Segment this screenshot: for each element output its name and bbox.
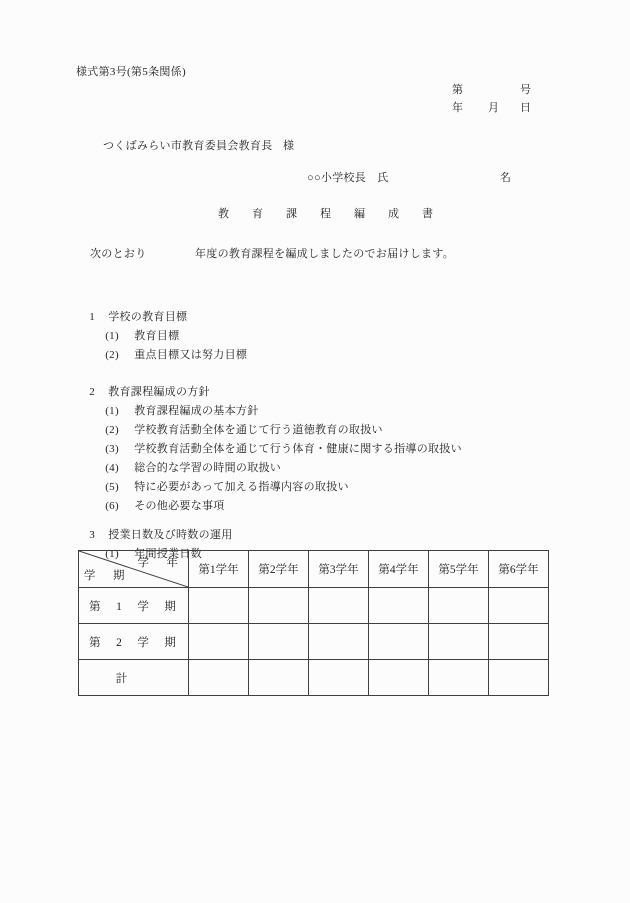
section-heading-text: 授業日数及び時数の運用 <box>108 529 233 541</box>
item-text: 教育目標 <box>134 330 180 342</box>
item-text: 学校教育活動全体を通じて行う道徳教育の取扱い <box>134 424 383 436</box>
document-title: 教 育 課 程 編 成 書 <box>218 208 439 220</box>
doc-number-suffix: 号 <box>520 84 532 96</box>
table-cell <box>429 660 489 696</box>
column-header-grade5: 第5学年 <box>429 551 489 588</box>
section-1-item-2 <box>93 336 247 375</box>
doc-number-prefix: 第 <box>452 84 464 96</box>
column-header-grade3: 第3学年 <box>309 551 369 588</box>
table-cell <box>309 624 369 660</box>
table-cell <box>189 624 249 660</box>
column-header-grade6: 第6学年 <box>489 551 549 588</box>
item-text: 学校教育活動全体を通じて行う体育・健康に関する指導の取扱い <box>134 443 462 455</box>
column-header-grade2: 第2学年 <box>249 551 309 588</box>
annual-school-days-table <box>78 550 549 696</box>
table-cell <box>429 624 489 660</box>
item-label: (5) <box>105 481 119 493</box>
table-cell <box>369 660 429 696</box>
date-month-label: 月 <box>488 102 500 114</box>
row-label-total: 計 <box>79 660 189 696</box>
section-number: 3 <box>89 529 96 541</box>
column-header-grade1: 第1学年 <box>189 551 249 588</box>
item-label: (1) <box>105 330 119 342</box>
table-row <box>79 588 549 624</box>
corner-label-term: 学 期 <box>84 570 128 582</box>
table-cell <box>369 588 429 624</box>
item-label: (3) <box>105 443 119 455</box>
item-label: (4) <box>105 462 119 474</box>
section-number: 1 <box>89 311 96 323</box>
table-cell <box>189 588 249 624</box>
intro-body: 年度の教育課程を編成しましたのでお届けします。 <box>195 248 455 260</box>
item-label: (1) <box>105 405 119 417</box>
form-number-label: 様式第3号(第5条関係) <box>76 66 186 78</box>
item-text: 年間授業日数 <box>134 548 203 560</box>
sender-name-suffix: 名 <box>500 172 512 184</box>
addressee-honorific: 様 <box>283 140 295 152</box>
table-cell <box>369 624 429 660</box>
table-cell <box>249 660 309 696</box>
table-cell <box>429 588 489 624</box>
sender-signature: ○○小学校長 氏 <box>307 172 389 184</box>
date-year-label: 年 <box>452 102 464 114</box>
date-day-label: 日 <box>520 102 532 114</box>
table-cell <box>249 588 309 624</box>
item-text: 教育課程編成の基本方針 <box>134 405 259 417</box>
item-label: (2) <box>105 349 119 361</box>
corner-label-grade: 学 年 <box>137 557 181 569</box>
table-cell <box>189 660 249 696</box>
table-cell <box>249 624 309 660</box>
item-text: 特に必要があって加える指導内容の取扱い <box>134 481 349 493</box>
item-label: (6) <box>105 500 119 512</box>
item-text: 重点目標又は努力目標 <box>134 349 248 361</box>
item-text: 総合的な学習の時間の取扱い <box>134 462 282 474</box>
section-number: 2 <box>89 386 96 398</box>
column-header-grade4: 第4学年 <box>369 551 429 588</box>
section-heading-text: 学校の教育目標 <box>108 311 188 323</box>
table-cell <box>309 588 369 624</box>
table-cell <box>489 660 549 696</box>
row-label-term2: 第 2 学 期 <box>79 624 189 660</box>
section-heading-text: 教育課程編成の方針 <box>108 386 210 398</box>
table-corner-cell <box>79 551 189 588</box>
addressee: つくばみらい市教育委員会教育長 <box>103 140 273 152</box>
intro-lead: 次のとおり <box>90 248 147 260</box>
table-cell <box>489 588 549 624</box>
table-cell <box>309 660 369 696</box>
table-cell <box>489 624 549 660</box>
row-label-term1: 第 1 学 期 <box>79 588 189 624</box>
table-row <box>79 624 549 660</box>
item-label: (2) <box>105 424 119 436</box>
item-text: その他必要な事項 <box>134 500 225 512</box>
table-row <box>79 660 549 696</box>
item-label: (1) <box>105 548 119 560</box>
